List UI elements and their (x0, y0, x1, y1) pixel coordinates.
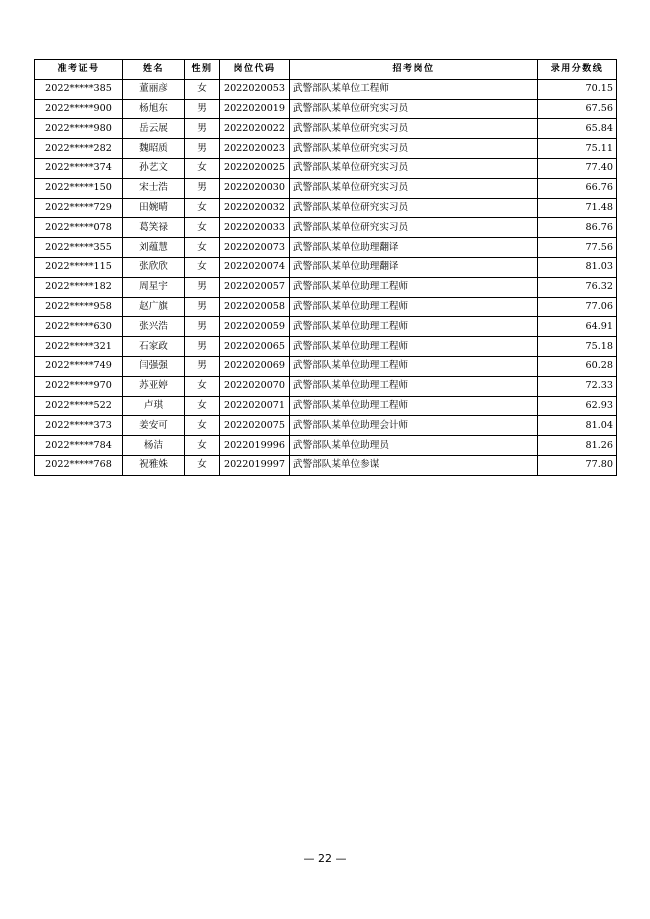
cell-position: 武警部队某单位研究实习员 (290, 218, 538, 238)
cell-position-code: 2022020058 (220, 297, 290, 317)
cell-position-code: 2022020032 (220, 198, 290, 218)
cell-name: 卢琪 (123, 396, 185, 416)
cell-gender: 男 (185, 277, 220, 297)
cell-gender: 男 (185, 178, 220, 198)
cell-gender: 男 (185, 337, 220, 357)
cell-name: 姜安可 (123, 416, 185, 436)
cell-score: 65.84 (538, 119, 617, 139)
cell-position-code: 2022020019 (220, 99, 290, 119)
header-position: 招考岗位 (290, 60, 538, 80)
cell-name: 石家政 (123, 337, 185, 357)
cell-name: 孙艺文 (123, 158, 185, 178)
header-name: 姓名 (123, 60, 185, 80)
header-position-code: 岗位代码 (220, 60, 290, 80)
cell-score: 75.11 (538, 139, 617, 159)
cell-position-code: 2022019996 (220, 436, 290, 456)
cell-name: 祝雅姝 (123, 455, 185, 475)
cell-name: 张欣欣 (123, 257, 185, 277)
cell-position: 武警部队某单位助理工程师 (290, 317, 538, 337)
cell-gender: 男 (185, 119, 220, 139)
cell-score: 77.56 (538, 238, 617, 258)
cell-exam-id: 2022*****900 (35, 99, 123, 119)
cell-position: 武警部队某单位助理会计师 (290, 416, 538, 436)
cell-score: 62.93 (538, 396, 617, 416)
cell-score: 81.03 (538, 257, 617, 277)
cell-gender: 女 (185, 396, 220, 416)
page-number: — 22 — (303, 852, 347, 865)
cell-position: 武警部队某单位研究实习员 (290, 119, 538, 139)
cell-position-code: 2022020069 (220, 356, 290, 376)
cell-position-code: 2022020071 (220, 396, 290, 416)
cell-position: 武警部队某单位研究实习员 (290, 198, 538, 218)
cell-position-code: 2022020059 (220, 317, 290, 337)
header-gender: 性别 (185, 60, 220, 80)
cell-gender: 男 (185, 99, 220, 119)
cell-exam-id: 2022*****970 (35, 376, 123, 396)
cell-score: 77.80 (538, 455, 617, 475)
table-header (35, 60, 617, 80)
cell-name: 杨洁 (123, 436, 185, 456)
cell-position-code: 2022020030 (220, 178, 290, 198)
cell-gender: 女 (185, 436, 220, 456)
cell-exam-id: 2022*****150 (35, 178, 123, 198)
table-row (35, 356, 617, 376)
cell-score: 72.33 (538, 376, 617, 396)
cell-exam-id: 2022*****321 (35, 337, 123, 357)
cell-name: 周星宇 (123, 277, 185, 297)
cell-gender: 女 (185, 257, 220, 277)
header-row (35, 60, 617, 80)
table-row (35, 178, 617, 198)
cell-score: 64.91 (538, 317, 617, 337)
cell-gender: 女 (185, 198, 220, 218)
table-row (35, 79, 617, 99)
cell-position-code: 2022020065 (220, 337, 290, 357)
cell-position: 武警部队某单位助理工程师 (290, 356, 538, 376)
cell-score: 71.48 (538, 198, 617, 218)
cell-score: 86.76 (538, 218, 617, 238)
cell-score: 67.56 (538, 99, 617, 119)
table-row (35, 139, 617, 159)
cell-gender: 女 (185, 455, 220, 475)
table-row (35, 198, 617, 218)
cell-score: 77.40 (538, 158, 617, 178)
cell-position-code: 2022020023 (220, 139, 290, 159)
table-row (35, 436, 617, 456)
cell-name: 赵广旗 (123, 297, 185, 317)
cell-score: 75.18 (538, 337, 617, 357)
cell-score: 70.15 (538, 79, 617, 99)
cell-exam-id: 2022*****182 (35, 277, 123, 297)
cell-name: 苏亚婷 (123, 376, 185, 396)
cell-exam-id: 2022*****385 (35, 79, 123, 99)
cell-exam-id: 2022*****980 (35, 119, 123, 139)
cell-exam-id: 2022*****768 (35, 455, 123, 475)
table-row (35, 455, 617, 475)
cell-exam-id: 2022*****374 (35, 158, 123, 178)
table-row (35, 337, 617, 357)
cell-exam-id: 2022*****355 (35, 238, 123, 258)
cell-position: 武警部队某单位参谋 (290, 455, 538, 475)
cell-position-code: 2022020073 (220, 238, 290, 258)
table-row (35, 99, 617, 119)
table-row (35, 238, 617, 258)
cell-position: 武警部队某单位研究实习员 (290, 139, 538, 159)
cell-gender: 女 (185, 79, 220, 99)
cell-exam-id: 2022*****958 (35, 297, 123, 317)
cell-exam-id: 2022*****784 (35, 436, 123, 456)
cell-name: 闫强强 (123, 356, 185, 376)
cell-exam-id: 2022*****522 (35, 396, 123, 416)
table-row (35, 257, 617, 277)
cell-position-code: 2022020033 (220, 218, 290, 238)
cell-name: 张兴浩 (123, 317, 185, 337)
cell-gender: 女 (185, 416, 220, 436)
cell-name: 田婉晴 (123, 198, 185, 218)
cell-gender: 女 (185, 376, 220, 396)
cell-name: 刘蕴慧 (123, 238, 185, 258)
cell-position: 武警部队某单位助理员 (290, 436, 538, 456)
cell-position: 武警部队某单位助理工程师 (290, 277, 538, 297)
cell-name: 岳云展 (123, 119, 185, 139)
cell-gender: 女 (185, 218, 220, 238)
table-row (35, 317, 617, 337)
cell-position-code: 2022020025 (220, 158, 290, 178)
cell-exam-id: 2022*****115 (35, 257, 123, 277)
header-score-line: 录用分数线 (538, 60, 617, 80)
cell-position: 武警部队某单位工程师 (290, 79, 538, 99)
cell-position-code: 2022020074 (220, 257, 290, 277)
cell-name: 宋士浩 (123, 178, 185, 198)
table-row (35, 297, 617, 317)
cell-position: 武警部队某单位研究实习员 (290, 99, 538, 119)
cell-gender: 女 (185, 238, 220, 258)
table-row (35, 119, 617, 139)
cell-position-code: 2022020057 (220, 277, 290, 297)
cell-gender: 男 (185, 297, 220, 317)
cell-position-code: 2022020022 (220, 119, 290, 139)
table-row (35, 376, 617, 396)
cell-position-code: 2022020075 (220, 416, 290, 436)
cell-exam-id: 2022*****373 (35, 416, 123, 436)
cell-name: 魏昭质 (123, 139, 185, 159)
table-row (35, 158, 617, 178)
cell-exam-id: 2022*****078 (35, 218, 123, 238)
table-row (35, 396, 617, 416)
cell-gender: 女 (185, 158, 220, 178)
table-row (35, 218, 617, 238)
admission-score-table (34, 59, 617, 476)
cell-position: 武警部队某单位助理翻译 (290, 257, 538, 277)
cell-position: 武警部队某单位助理工程师 (290, 297, 538, 317)
table-row (35, 277, 617, 297)
cell-gender: 男 (185, 139, 220, 159)
cell-name: 董丽彦 (123, 79, 185, 99)
cell-exam-id: 2022*****282 (35, 139, 123, 159)
cell-gender: 男 (185, 356, 220, 376)
cell-position: 武警部队某单位研究实习员 (290, 178, 538, 198)
cell-exam-id: 2022*****749 (35, 356, 123, 376)
cell-position: 武警部队某单位助理工程师 (290, 396, 538, 416)
cell-score: 60.28 (538, 356, 617, 376)
table-body (35, 79, 617, 475)
cell-score: 81.04 (538, 416, 617, 436)
table-row (35, 416, 617, 436)
cell-score: 77.06 (538, 297, 617, 317)
cell-position: 武警部队某单位研究实习员 (290, 158, 538, 178)
cell-exam-id: 2022*****729 (35, 198, 123, 218)
cell-position: 武警部队某单位助理工程师 (290, 376, 538, 396)
cell-name: 葛笑禄 (123, 218, 185, 238)
cell-score: 66.76 (538, 178, 617, 198)
cell-position: 武警部队某单位助理工程师 (290, 337, 538, 357)
cell-score: 81.26 (538, 436, 617, 456)
cell-gender: 男 (185, 317, 220, 337)
cell-name: 杨旭东 (123, 99, 185, 119)
cell-exam-id: 2022*****630 (35, 317, 123, 337)
cell-position-code: 2022020070 (220, 376, 290, 396)
cell-position-code: 2022019997 (220, 455, 290, 475)
cell-score: 76.32 (538, 277, 617, 297)
cell-position-code: 2022020053 (220, 79, 290, 99)
header-exam-id: 准考证号 (35, 60, 123, 80)
cell-position: 武警部队某单位助理翻译 (290, 238, 538, 258)
